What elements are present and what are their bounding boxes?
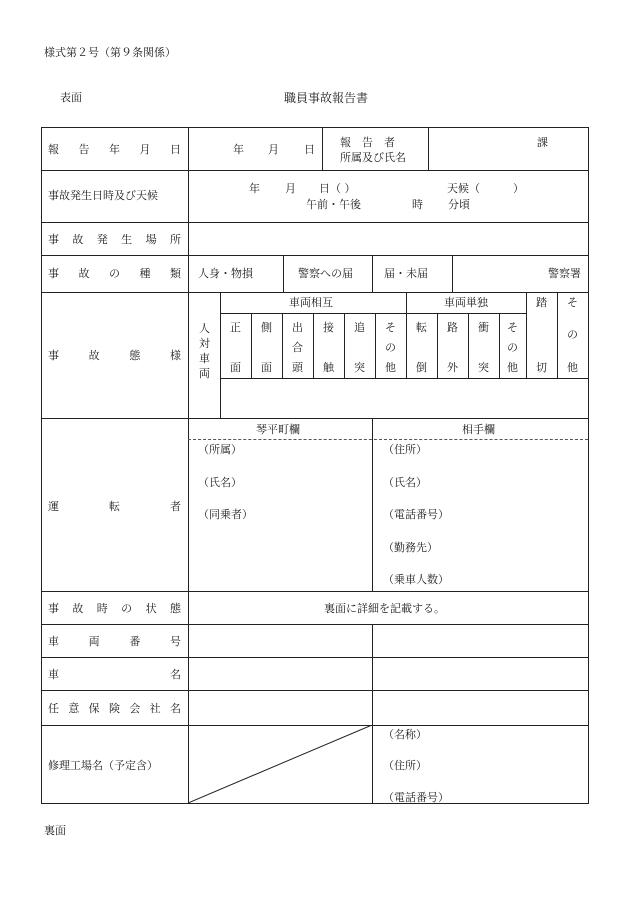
- vehicle-name-label: 車 名: [48, 668, 181, 681]
- document-title: 職員事故報告書: [284, 91, 369, 105]
- cell-divider: [526, 292, 527, 378]
- cell-divider: [437, 313, 438, 378]
- mode-rear-end-top: 追: [354, 321, 365, 334]
- insurance-label: 任 意 保 険 会 社 名: [48, 702, 181, 715]
- mode-encounter-1: 出: [292, 321, 303, 334]
- cell-divider: [283, 255, 284, 292]
- injury-property-option: 人身・物損: [198, 267, 253, 280]
- mode-mutual-other-1: そ: [385, 321, 396, 334]
- mode-collision-top: 衝: [478, 321, 489, 334]
- am-pm: 午前・午後: [306, 198, 361, 211]
- mode-label: 事 故 態 様: [48, 349, 181, 362]
- mode-side-bottom: 面: [261, 361, 272, 374]
- mode-contact-bottom: 触: [323, 361, 334, 374]
- vehicle-number-label: 車 両 番 号: [48, 635, 181, 648]
- occurrence-year: 年: [249, 182, 260, 195]
- accident-report-table: [41, 127, 589, 804]
- mode-mutual-other-2: の: [385, 341, 396, 354]
- row-divider: [42, 657, 588, 658]
- place-label: 事 故 発 生 場 所: [48, 233, 181, 246]
- cell-divider: [251, 313, 252, 378]
- front-side-label: 表面: [60, 91, 82, 104]
- repair-phone-field: （電話番号）: [383, 791, 449, 804]
- mode-overturn-bottom: 倒: [416, 361, 427, 374]
- reporter-label: 報 告 者: [340, 136, 395, 149]
- crossing-top: 踏: [536, 296, 547, 309]
- repair-name-field: （名称）: [383, 728, 427, 741]
- row-divider: [42, 591, 588, 592]
- cell-divider: [375, 313, 376, 378]
- occurrence-label: 事故発生日時及び天候: [48, 189, 158, 202]
- report-date-label: 報 告 年 月 日: [48, 143, 181, 156]
- weather-field: 天候（ ）: [447, 182, 524, 195]
- cell-divider: [557, 292, 558, 378]
- occurrence-day: 日（ ）: [319, 182, 356, 195]
- report-month: 月: [268, 143, 279, 156]
- crossing-bottom: 切: [536, 361, 547, 374]
- repair-shop-label: 修理工場名（予定含）: [48, 759, 158, 772]
- mode-single-other-3: 他: [507, 361, 518, 374]
- row-divider: [42, 624, 588, 625]
- vehicle-single-header: 車両単独: [444, 296, 488, 309]
- situation-note: 裏面に詳細を記載する。: [324, 602, 445, 615]
- mode-side-top: 側: [261, 321, 272, 334]
- occurrence-minute: 分頃: [448, 198, 470, 211]
- police-report-label: 警察への届: [298, 267, 353, 280]
- other-workplace-field: （勤務先）: [383, 541, 438, 554]
- row-divider: [42, 170, 588, 171]
- report-day: 日: [304, 143, 315, 156]
- driver-header-divider: [188, 439, 588, 440]
- reporter-affiliation-label: 所属及び氏名: [340, 151, 406, 164]
- type-label: 事 故 の 種 類: [48, 267, 181, 280]
- mode-encounter-3: 頭: [292, 361, 303, 374]
- mode-encounter-2: 合: [292, 341, 303, 354]
- group-divider: [220, 313, 526, 314]
- own-affiliation-field: （所属）: [198, 443, 242, 456]
- form-number: 様式第２号（第９条関係）: [44, 46, 176, 59]
- report-year: 年: [233, 143, 244, 156]
- division-suffix: 課: [537, 136, 548, 149]
- police-station: 警察署: [548, 267, 581, 280]
- label-column-divider: [188, 128, 189, 803]
- cell-divider: [372, 418, 373, 591]
- vehicle-mutual-header: 車両相互: [289, 296, 333, 309]
- driver-label: 運 転 者: [48, 500, 181, 513]
- cell-divider: [220, 292, 221, 418]
- mode-collision-bottom: 突: [478, 361, 489, 374]
- other-passenger-count-field: （乗車人数）: [383, 573, 449, 586]
- report-status: 届・未届: [384, 267, 428, 280]
- occurrence-hour: 時: [412, 198, 423, 211]
- cell-divider: [428, 128, 429, 170]
- pedestrian-vs-vehicle: 人 対 車 両: [199, 322, 210, 380]
- others-top: そ: [567, 296, 578, 309]
- mode-single-other-2: の: [507, 341, 518, 354]
- cell-divider: [452, 255, 453, 292]
- repair-address-field: （住所）: [383, 759, 427, 772]
- mode-off-road-bottom: 外: [447, 361, 458, 374]
- cell-divider: [282, 313, 283, 378]
- mode-head-on-top: 正: [230, 321, 241, 334]
- row-divider: [42, 292, 588, 293]
- repair-diagonal-line: [188, 725, 373, 804]
- mode-single-other-1: そ: [507, 321, 518, 334]
- occurrence-month: 月: [285, 182, 296, 195]
- others-bottom: 他: [567, 361, 578, 374]
- cell-divider: [344, 313, 345, 378]
- situation-label: 事 故 時 の 状 態: [48, 602, 181, 615]
- mode-bottom-divider: [220, 378, 588, 379]
- other-phone-field: （電話番号）: [383, 508, 449, 521]
- row-divider: [42, 690, 588, 691]
- own-passenger-field: （同乗者）: [198, 508, 253, 521]
- cell-divider: [372, 255, 373, 292]
- mode-head-on-bottom: 面: [230, 361, 241, 374]
- mode-overturn-top: 転: [416, 321, 427, 334]
- cell-divider: [313, 313, 314, 378]
- mode-off-road-top: 路: [447, 321, 458, 334]
- other-address-field: （住所）: [383, 443, 427, 456]
- row-divider: [42, 418, 588, 419]
- cell-divider: [468, 313, 469, 378]
- other-name-field: （氏名）: [383, 476, 427, 489]
- cell-divider: [499, 313, 500, 378]
- other-column-header: 相手欄: [462, 423, 495, 436]
- cell-divider: [322, 128, 323, 170]
- others-middle: の: [567, 328, 578, 341]
- own-name-field: （氏名）: [198, 476, 242, 489]
- mode-contact-top: 接: [323, 321, 334, 334]
- back-side-label: 裏面: [44, 824, 66, 837]
- row-divider: [42, 255, 588, 256]
- own-column-header: 琴平町欄: [256, 423, 300, 436]
- cell-divider: [406, 292, 407, 378]
- mode-mutual-other-3: 他: [385, 361, 396, 374]
- row-divider: [42, 222, 588, 223]
- mode-rear-end-bottom: 突: [354, 361, 365, 374]
